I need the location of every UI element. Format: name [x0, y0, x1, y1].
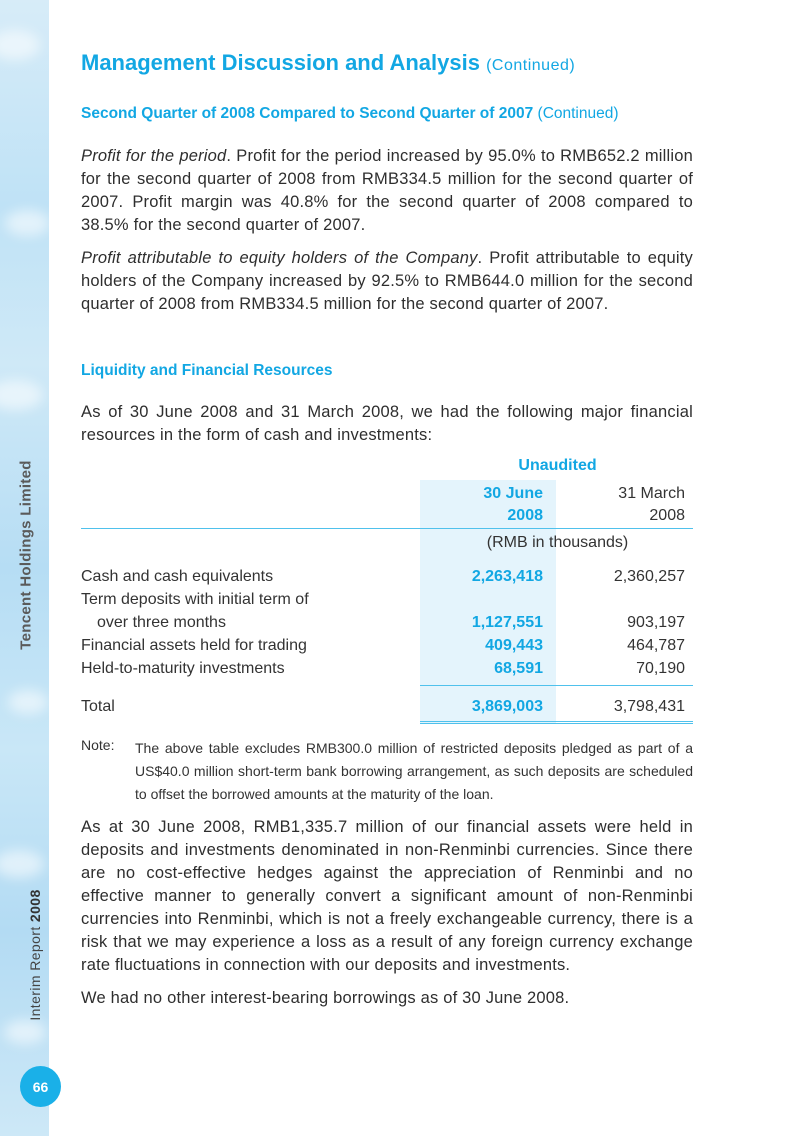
paragraph-profit-period-lead: Profit for the period: [81, 147, 227, 165]
table-cell-30-june: 2,263,418: [471, 568, 543, 585]
table-row-label: Term deposits with initial term of: [81, 591, 309, 608]
column-header-30-june-line2: 2008: [507, 507, 543, 524]
table-group-header: Unaudited: [518, 457, 597, 474]
column-header-31-march-line1: 31 March: [618, 485, 685, 502]
company-name: Tencent Holdings Limited: [17, 460, 35, 650]
table-row-label: Financial assets held for trading: [81, 637, 307, 654]
paragraph-borrowings: We had no other interest-bearing borrowings as of 30 June 2008.: [81, 989, 570, 1007]
paragraph-liquidity-intro: As of 30 June 2008 and 31 March 2008, we had the following major financial resources in the form of cash and investments:: [81, 403, 693, 444]
page-number: 66: [20, 1066, 61, 1107]
report-label-text: Interim Report: [27, 926, 43, 1021]
table-cell-30-june: 1,127,551: [471, 614, 543, 631]
table-cell-30-june: 68,591: [494, 660, 543, 677]
header-rule: [81, 528, 693, 529]
page-title: [81, 50, 575, 76]
paragraph-profit-attributable-text: . Profit attributable to equity holders of the Company increased by 92.5% to RMB644.0 million for the second quarter of 2008 from RMB334.5 million for the second quarter of 2007.: [81, 249, 693, 313]
note-text: The above table excludes RMB300.0 million of restricted deposits pledged as part of a US$40.0 million short-term bank borrowing arrangement, as such deposits are scheduled to offset the borrowed amounts at the maturity of the loan.: [135, 740, 693, 802]
table-row-label: Cash and cash equivalents: [81, 568, 274, 585]
table-row-label: over three months: [97, 614, 226, 631]
financial-resources-table: [81, 455, 693, 725]
column-header-30-june: [483, 483, 543, 527]
section-heading-liquidity: Liquidity and Financial Resources: [81, 362, 333, 379]
paragraph-profit-period: [81, 145, 693, 237]
total-30-june: 3,869,003: [471, 698, 543, 715]
column-header-31-march-line2: 2008: [649, 507, 685, 524]
paragraph-profit-attributable-lead: Profit attributable to equity holders of the Company: [81, 249, 478, 267]
report-year: 2008: [27, 889, 43, 923]
report-label: [27, 889, 43, 1020]
table-cell-31-march: 464,787: [627, 637, 685, 654]
column-header-30-june-line1: 30 June: [483, 485, 543, 502]
table-cell-30-june: 409,443: [485, 637, 543, 654]
note-label: Note:: [81, 737, 115, 753]
table-cell-31-march: 2,360,257: [613, 568, 685, 585]
table-cell-31-march: 70,190: [636, 660, 685, 677]
section-heading-quarter-text: Second Quarter of 2008 Compared to Second Quarter of 2007: [81, 105, 534, 122]
section-heading-quarter-continued: (Continued): [537, 105, 619, 122]
total-label: Total: [81, 698, 115, 715]
paragraph-profit-period-text: . Profit for the period increased by 95.0% to RMB652.2 million for the second quarter of 2008 from RMB334.5 million for the second quarter of 2007. Profit margin was 40.8% for the second quarter of 2008 compared to 38.5% for the second quarter of 2007.: [81, 147, 693, 234]
column-header-31-march: [618, 483, 685, 527]
page-title-text: Management Discussion and Analysis: [81, 50, 480, 75]
table-cell-31-march: 903,197: [627, 614, 685, 631]
table-row-label: Held-to-maturity investments: [81, 660, 285, 677]
paragraph-currency-risk: As at 30 June 2008, RMB1,335.7 million of our financial assets were held in deposits and investments denominated in non-Renminbi currencies. Since there are no cost-effective hedges against the appreciation of Renminbi and no effective manner to generally convert a significant amount of non-Renminbi currencies into Renminbi, which is not a freely exchangeable currency, there is a risk that we may experience a loss as a result of any foreign currency exchange rate fluctuations in connection with our deposits and investments.: [81, 818, 693, 974]
subtotal-rule: [420, 685, 693, 686]
section-heading-quarter: [81, 105, 619, 123]
total-31-march: 3,798,431: [613, 698, 685, 715]
total-double-rule: [420, 721, 693, 724]
page-title-continued: (Continued): [486, 57, 576, 74]
table-units: (RMB in thousands): [486, 534, 629, 551]
paragraph-profit-attributable: [81, 247, 693, 316]
